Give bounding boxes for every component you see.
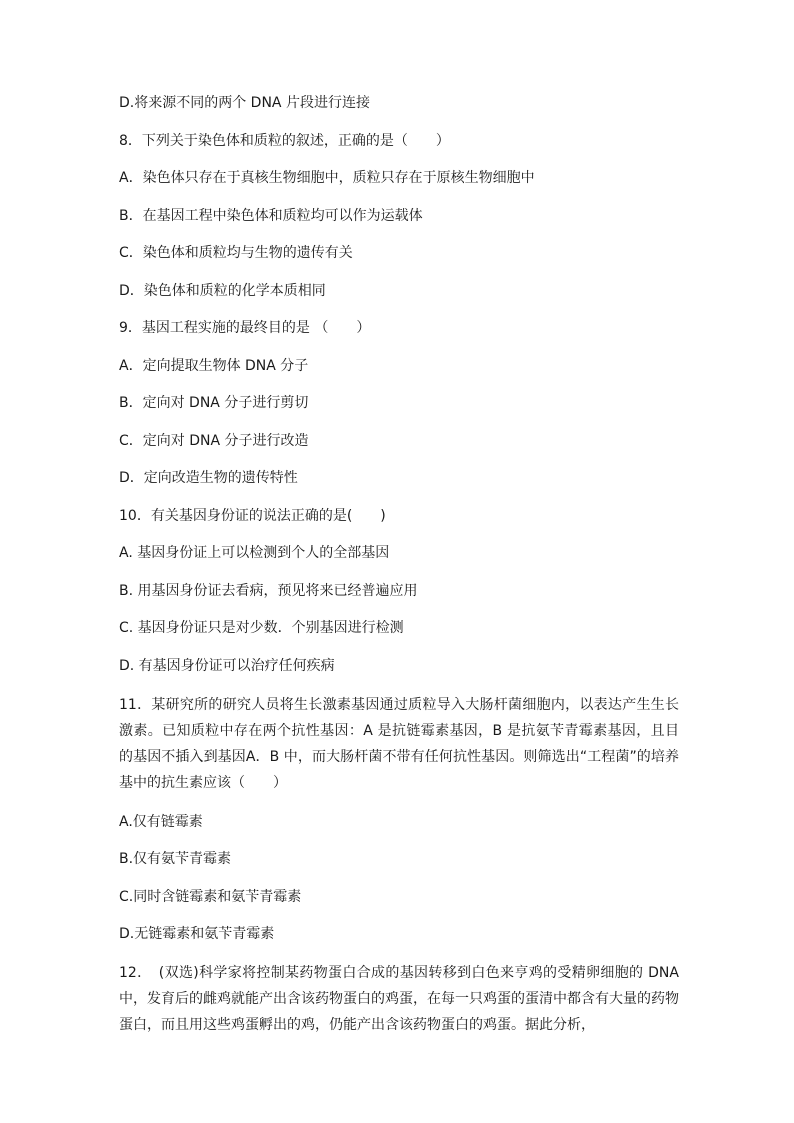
q12-stem: 12． (双选)科学家将控制某药物蛋白合成的基因转移到白色来亨鸡的受精卵细胞的 DNA 中，发育后的雌鸡就能产出含该药物蛋白的鸡蛋，在每一只鸡蛋的蛋清中都含有大量的药物蛋白，而且用这些鸡蛋孵出的鸡，仍能产出含该药物蛋白的鸡蛋。据此分析， [119,965,679,1033]
q9-option-a: A．定向提取生物体 DNA 分子 [119,357,309,374]
q10-option-c: C. 基因身份证只是对少数．个别基因进行检测 [119,620,404,636]
q10-option-a: A. 基因身份证上可以检测到个人的全部基因 [119,545,390,561]
q11-option-c: C.同时含链霉素和氨苄青霉素 [119,888,302,905]
q8-option-b: B．在基因工程中染色体和质粒均可以作为运载体 [119,207,423,224]
q11-stem: 11．某研究所的研究人员将生长激素基因通过质粒导入大肠杆菌细胞内，以表达产生生长激素。已知质粒中存在两个抗性基因：A 是抗链霉素基因，B 是抗氨苄青霉素基因，且目的基因不插入到基因A．B 中，而大肠杆菌不带有任何抗性基因。则筛选出“工程菌”的培养基中的抗生素应该（ ） [119,696,679,791]
q8-option-c: C．染色体和质粒均与生物的遗传有关 [119,245,353,261]
q8-option-d: D．染色体和质粒的化学本质相同 [119,282,326,299]
q10-stem: 10．有关基因身份证的说法正确的是( ) [119,507,386,524]
q11-option-d: D.无链霉素和氨苄青霉素 [119,926,275,942]
q10-option-b: B. 用基因身份证去看病，预见将来已经普遍应用 [119,582,418,599]
q8-stem: 8．下列关于染色体和质粒的叙述，正确的是（ ） [119,132,450,149]
q9-stem: 9．基因工程实施的最终目的是 （ ） [119,320,371,336]
q9-option-c: C．定向对 DNA 分子进行改造 [119,432,309,449]
q9-option-d: D．定向改造生物的遗传特性 [119,470,298,486]
q8-option-a: A．染色体只存在于真核生物细胞中，质粒只存在于原核生物细胞中 [119,170,535,186]
q9-option-b: B．定向对 DNA 分子进行剪切 [119,395,309,411]
q7-option-d: D.将来源不同的两个 DNA 片段进行连接 [119,95,370,111]
q10-option-d: D. 有基因身份证可以治疗任何疾病 [119,657,335,674]
q11-option-a: A.仅有链霉素 [119,813,203,830]
q11-option-b: B.仅有氨苄青霉素 [119,851,232,867]
question-list [119,94,679,1038]
